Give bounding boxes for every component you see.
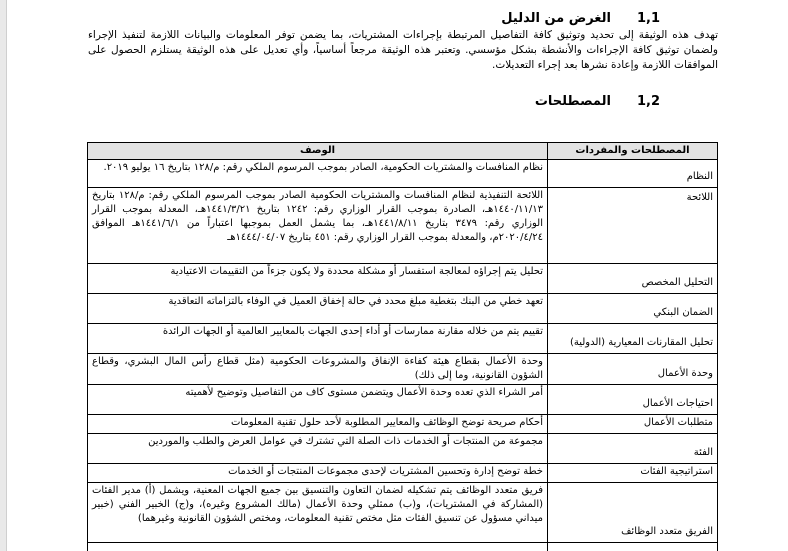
window-left-edge bbox=[0, 0, 7, 551]
description-cell: خطة توضح إدارة وتحسين المشتريات لإحدى مجموعات المنتجات أو الخدمات bbox=[88, 464, 548, 483]
section-heading-purpose bbox=[501, 10, 660, 28]
description-cell: مجموعة من المنتجات أو الخدمات ذات الصلة التي تشترك في عوامل العرض والطلب والموردين bbox=[88, 434, 548, 464]
table-header-row bbox=[88, 143, 718, 160]
table-row bbox=[88, 415, 718, 434]
term-cell: الضمان البنكي bbox=[548, 294, 718, 324]
terms-table bbox=[87, 142, 718, 551]
description-cell: فريق متعدد الوظائف يتم تشكيله لضمان التعاون والتنسيق بين جميع الجهات المعنية، ويشمل (أ) مدير الفئات (المشاركة في المشتريات)، و(ب) ممثلي وحدة الأعمال (مالك المشروع وغيره)، و(ج) الخبير الفني (خبير ميداني مسؤول عن تنسيق الفئات مثل مختص تقنية المعلومات، ومختص الشؤون القانونية وغيرهما) bbox=[88, 483, 548, 543]
header-description: الوصف bbox=[88, 143, 548, 160]
term-cell: استراتيجية الفئات bbox=[548, 464, 718, 483]
description-cell: تعهد خطي من البنك بتغطية مبلغ محدد في حالة إخفاق العميل في الوفاء بالتزاماته التعاقدية bbox=[88, 294, 548, 324]
table-row bbox=[88, 160, 718, 188]
table-row bbox=[88, 188, 718, 264]
term-cell bbox=[548, 543, 718, 551]
term-cell: وحدة الأعمال bbox=[548, 354, 718, 385]
section-number: 1,1 bbox=[636, 11, 660, 26]
description-cell: نظام المنافسات والمشتريات الحكومية، الصادر بموجب المرسوم الملكي رقم: م/١٢٨ بتاريخ ١٦ يوليو ٢٠١٩. bbox=[88, 160, 548, 188]
section-heading-terms bbox=[535, 93, 660, 111]
header-term: المصطلحات والمفردات bbox=[548, 143, 718, 160]
table-row bbox=[88, 354, 718, 385]
term-cell: التحليل المخصص bbox=[548, 264, 718, 294]
description-cell: وحدة الأعمال بقطاع هيئة كفاءة الإنفاق والمشروعات الحكومية (مثل قطاع رأس المال البشري، وقطاع الشؤون القانونية، وما إلى ذلك) bbox=[88, 354, 548, 385]
table-row bbox=[88, 483, 718, 543]
table-row bbox=[88, 385, 718, 415]
table-row bbox=[88, 294, 718, 324]
section-title: الغرض من الدليل bbox=[501, 11, 611, 26]
term-cell: متطلبات الأعمال bbox=[548, 415, 718, 434]
table-row bbox=[88, 464, 718, 483]
term-cell: الفئة bbox=[548, 434, 718, 464]
description-cell: اللائحة التنفيذية لنظام المنافسات والمشتريات الحكومية الصادر بموجب المرسوم الملكي رقم: م/١٢٨ بتاريخ ١٤٤٠/١١/١٣هـ، الصادرة بموجب القرار الوزاري رقم: ١٢٤٢ بتاريخ ١٤٤١/٣/٢١هـ، المعدلة بموجب القرار الوزاري رقم: ٣٤٧٩ بتاريخ ١٤٤١/٨/١١هـ، بما يشمل العمل بموجبها اعتباراً من ١٤٤١/٦/١هـ الموافق ٢٠٢٠/٤/٢٤م، والمعدلة بموجب القرار الوزاري رقم: ٤٥١ بتاريخ ١٤٤٤/٠٤/٠٧هـ bbox=[88, 188, 548, 264]
section-number: 1,2 bbox=[636, 94, 660, 109]
table-row bbox=[88, 324, 718, 354]
table-row bbox=[88, 543, 718, 551]
term-cell: الفريق متعدد الوظائف bbox=[548, 483, 718, 543]
description-cell: أمر الشراء الذي تعده وحدة الأعمال ويتضمن مستوى كاف من التفاصيل وتوضيح لأهميته bbox=[88, 385, 548, 415]
term-cell: تحليل المقارنات المعيارية (الدولية) bbox=[548, 324, 718, 354]
description-cell: أحكام صريحة توضح الوظائف والمعايير المطلوبة لأحد حلول تقنية المعلومات bbox=[88, 415, 548, 434]
section-title: المصطلحات bbox=[534, 94, 611, 109]
description-cell bbox=[88, 543, 548, 551]
term-cell: احتياجات الأعمال bbox=[548, 385, 718, 415]
table-row bbox=[88, 434, 718, 464]
term-cell: النظام bbox=[548, 160, 718, 188]
purpose-paragraph: تهدف هذه الوثيقة إلى تحديد وتوثيق كافة التفاصيل المرتبطة بإجراءات المشتريات، بما يضمن توفر المعلومات والبيانات اللازمة لتنفيذ الإجراء ولضمان توثيق كافة الإجراءات والأنشطة بشكل مؤسسي. وتعتبر هذه الوثيقة مرجعاً أساسياً، وأي تعديل على هذه الوثيقة يستلزم الحصول على الموافقات اللازمة وإعادة نشرها بعد إجراء التعديلات. bbox=[88, 29, 718, 71]
term-cell: اللائحة bbox=[548, 188, 718, 264]
description-cell: تحليل يتم إجراؤه لمعالجة استفسار أو مشكلة محددة ولا يكون جزءاً من التقييمات الاعتيادية bbox=[88, 264, 548, 294]
description-cell: تقييم يتم من خلاله مقارنة ممارسات أو أداء إحدى الجهات بالمعايير العالمية أو الجهات الرائدة bbox=[88, 324, 548, 354]
table-row bbox=[88, 264, 718, 294]
